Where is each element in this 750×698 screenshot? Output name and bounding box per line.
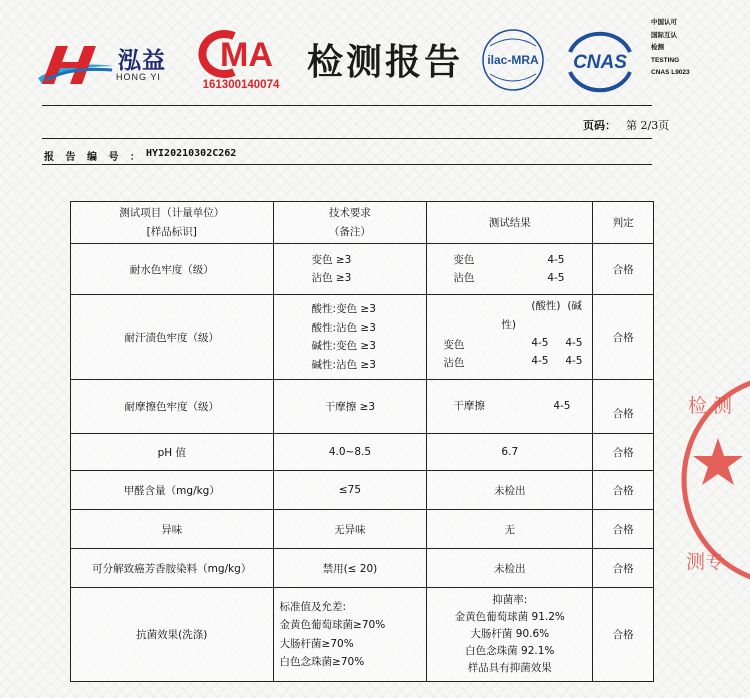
result-line: 白色念珠菌 92.1% — [465, 645, 555, 657]
item-cell: 耐水色牢度（级） — [71, 244, 274, 295]
result-value-alkaline: 4-5 — [565, 355, 583, 367]
cnas-info-line: 中国认可 — [651, 19, 677, 26]
result-label: 变色 — [443, 339, 465, 351]
hongyi-mark-icon — [34, 40, 116, 90]
result-cell: 无 — [427, 510, 593, 549]
cma-number: 161300140074 — [202, 79, 280, 91]
result-cell — [427, 244, 593, 295]
result-value-alkaline: 4-5 — [565, 337, 583, 349]
requirement-line: 沾色 ≥3 — [311, 272, 352, 284]
ilac-mra-logo — [476, 28, 550, 94]
table-row — [71, 549, 654, 588]
result-cell — [427, 380, 593, 434]
table-row — [71, 244, 654, 295]
item-cell: 可分解致癌芳香胺染料（mg/kg） — [71, 549, 274, 588]
result-cell: 6.7 — [427, 434, 593, 471]
header-judgement: 判定 — [593, 202, 654, 244]
header-item-line: 测试项目（计量单位） — [119, 207, 225, 219]
result-value: 4-5 — [547, 272, 565, 284]
result-value: 4-5 — [547, 253, 565, 266]
requirement-cell — [273, 295, 427, 380]
requirement-line: 碱性:变色 ≥3 — [311, 340, 376, 352]
cnas-info-line: 国际互认 — [651, 31, 677, 39]
cma-mark-icon — [190, 28, 292, 78]
cnas-info-line: CNAS L9023 — [651, 69, 690, 76]
cnas-text: CNAS — [573, 52, 627, 73]
cnas-mark-icon — [560, 28, 640, 94]
header-requirement-line: （备注） — [328, 225, 371, 238]
cnas-info-line: TESTING — [651, 56, 680, 64]
table-row — [71, 510, 654, 549]
requirement-cell: 干摩擦 ≥3 — [273, 380, 427, 434]
seal-bottom-text: 测专 — [686, 551, 725, 573]
table-row — [71, 588, 654, 682]
judgement-cell: 合格 — [593, 588, 654, 682]
result-cell: 未检出 — [427, 549, 593, 588]
cnas-accreditation-info — [651, 17, 690, 80]
requirement-line: 酸性:变色 ≥3 — [311, 303, 376, 315]
result-head-alkaline: (碱 — [567, 300, 582, 312]
cma-logo — [190, 28, 292, 98]
cnas-logo — [560, 28, 640, 94]
result-line: 样品具有抑菌效果 — [467, 662, 552, 674]
table-row — [71, 434, 654, 471]
test-results-table — [70, 201, 654, 682]
ilac-mra-icon — [476, 28, 550, 94]
report-divider — [42, 164, 652, 165]
report-number-label: 报 告 编 号 ： — [44, 152, 144, 163]
result-value-acid: 4-5 — [531, 337, 549, 349]
report-title: 检测报告 — [307, 42, 464, 83]
judgement-cell: 合格 — [593, 434, 654, 471]
item-cell: 甲醛含量（mg/kg） — [71, 471, 274, 510]
requirement-cell: 禁用(≤ 20) — [273, 549, 427, 588]
judgement-cell: 合格 — [593, 510, 654, 549]
table-header-row — [71, 202, 654, 244]
table-row — [71, 295, 654, 380]
header-item — [71, 202, 274, 244]
result-line: 大肠杆菌 90.6% — [470, 628, 550, 640]
requirement-line: 白色念珠菌≥70% — [279, 656, 365, 668]
result-value-acid: 4-5 — [531, 355, 549, 367]
result-label: 干摩擦 — [453, 400, 485, 413]
result-head-acid: (酸性) — [531, 300, 561, 312]
header-divider — [42, 105, 652, 106]
judgement-cell: 合格 — [593, 244, 654, 295]
requirement-cell: ≤75 — [273, 471, 427, 510]
judgement-cell: 合格 — [593, 471, 654, 510]
result-line: 金黄色葡萄球菌 91.2% — [454, 611, 565, 623]
hongyi-logo — [34, 40, 184, 90]
requirement-cell: 4.0~8.5 — [273, 434, 427, 471]
result-label: 沾色 — [443, 357, 465, 369]
page-number: 第 2/3页 — [626, 119, 670, 132]
page-divider — [42, 138, 652, 139]
header-result: 测试结果 — [427, 202, 593, 244]
cma-letters: MA — [220, 36, 273, 74]
requirement-line: 金黄色葡萄球菌≥70% — [279, 619, 386, 631]
header-item-line: [样品标识] — [146, 225, 197, 238]
company-name-cn: 泓益 — [118, 48, 166, 74]
seal-top-text: 检 测 — [688, 395, 733, 417]
judgement-cell: 合格 — [593, 295, 654, 380]
result-label: 变色 — [453, 253, 475, 266]
result-value: 4-5 — [553, 400, 571, 413]
table-row — [71, 471, 654, 510]
result-line: 抑菌率: — [492, 594, 528, 606]
requirement-line: 酸性:沾色 ≥3 — [311, 321, 376, 334]
header-requirement-line: 技术要求 — [328, 207, 371, 219]
result-cell: 未检出 — [427, 471, 593, 510]
ilac-text: ilac-MRA — [487, 53, 539, 67]
item-cell: 耐摩擦色牢度（级） — [71, 380, 274, 434]
result-cell — [427, 588, 593, 682]
requirement-line: 变色 ≥3 — [311, 253, 352, 266]
requirement-cell — [273, 588, 427, 682]
result-label: 沾色 — [453, 272, 475, 284]
cnas-info-line: 检测 — [651, 44, 664, 51]
requirement-cell — [273, 244, 427, 295]
item-cell: 抗菌效果(洗涤) — [71, 588, 274, 682]
item-cell: 耐汗渍色牢度（级） — [71, 295, 274, 380]
header-requirement — [273, 202, 427, 244]
requirement-line: 碱性:沾色 ≥3 — [311, 358, 376, 371]
item-cell: pH 值 — [71, 434, 274, 471]
requirement-cell: 无异味 — [273, 510, 427, 549]
judgement-cell: 合格 — [593, 549, 654, 588]
result-cell — [427, 295, 593, 380]
result-head-alkaline-cont: 性) — [501, 319, 516, 331]
official-seal-stamp — [680, 372, 750, 588]
seal-icon — [680, 372, 750, 588]
item-cell: 异味 — [71, 510, 274, 549]
report-number: HYI20210302C262 — [146, 148, 237, 159]
requirement-line: 标准值及允差: — [279, 600, 347, 613]
judgement-cell: 合格 — [593, 380, 654, 434]
page-label: 页码： — [583, 119, 616, 132]
table-row — [71, 380, 654, 434]
company-name-en: HONG YI — [116, 72, 161, 82]
requirement-line: 大肠杆菌≥70% — [279, 637, 354, 650]
